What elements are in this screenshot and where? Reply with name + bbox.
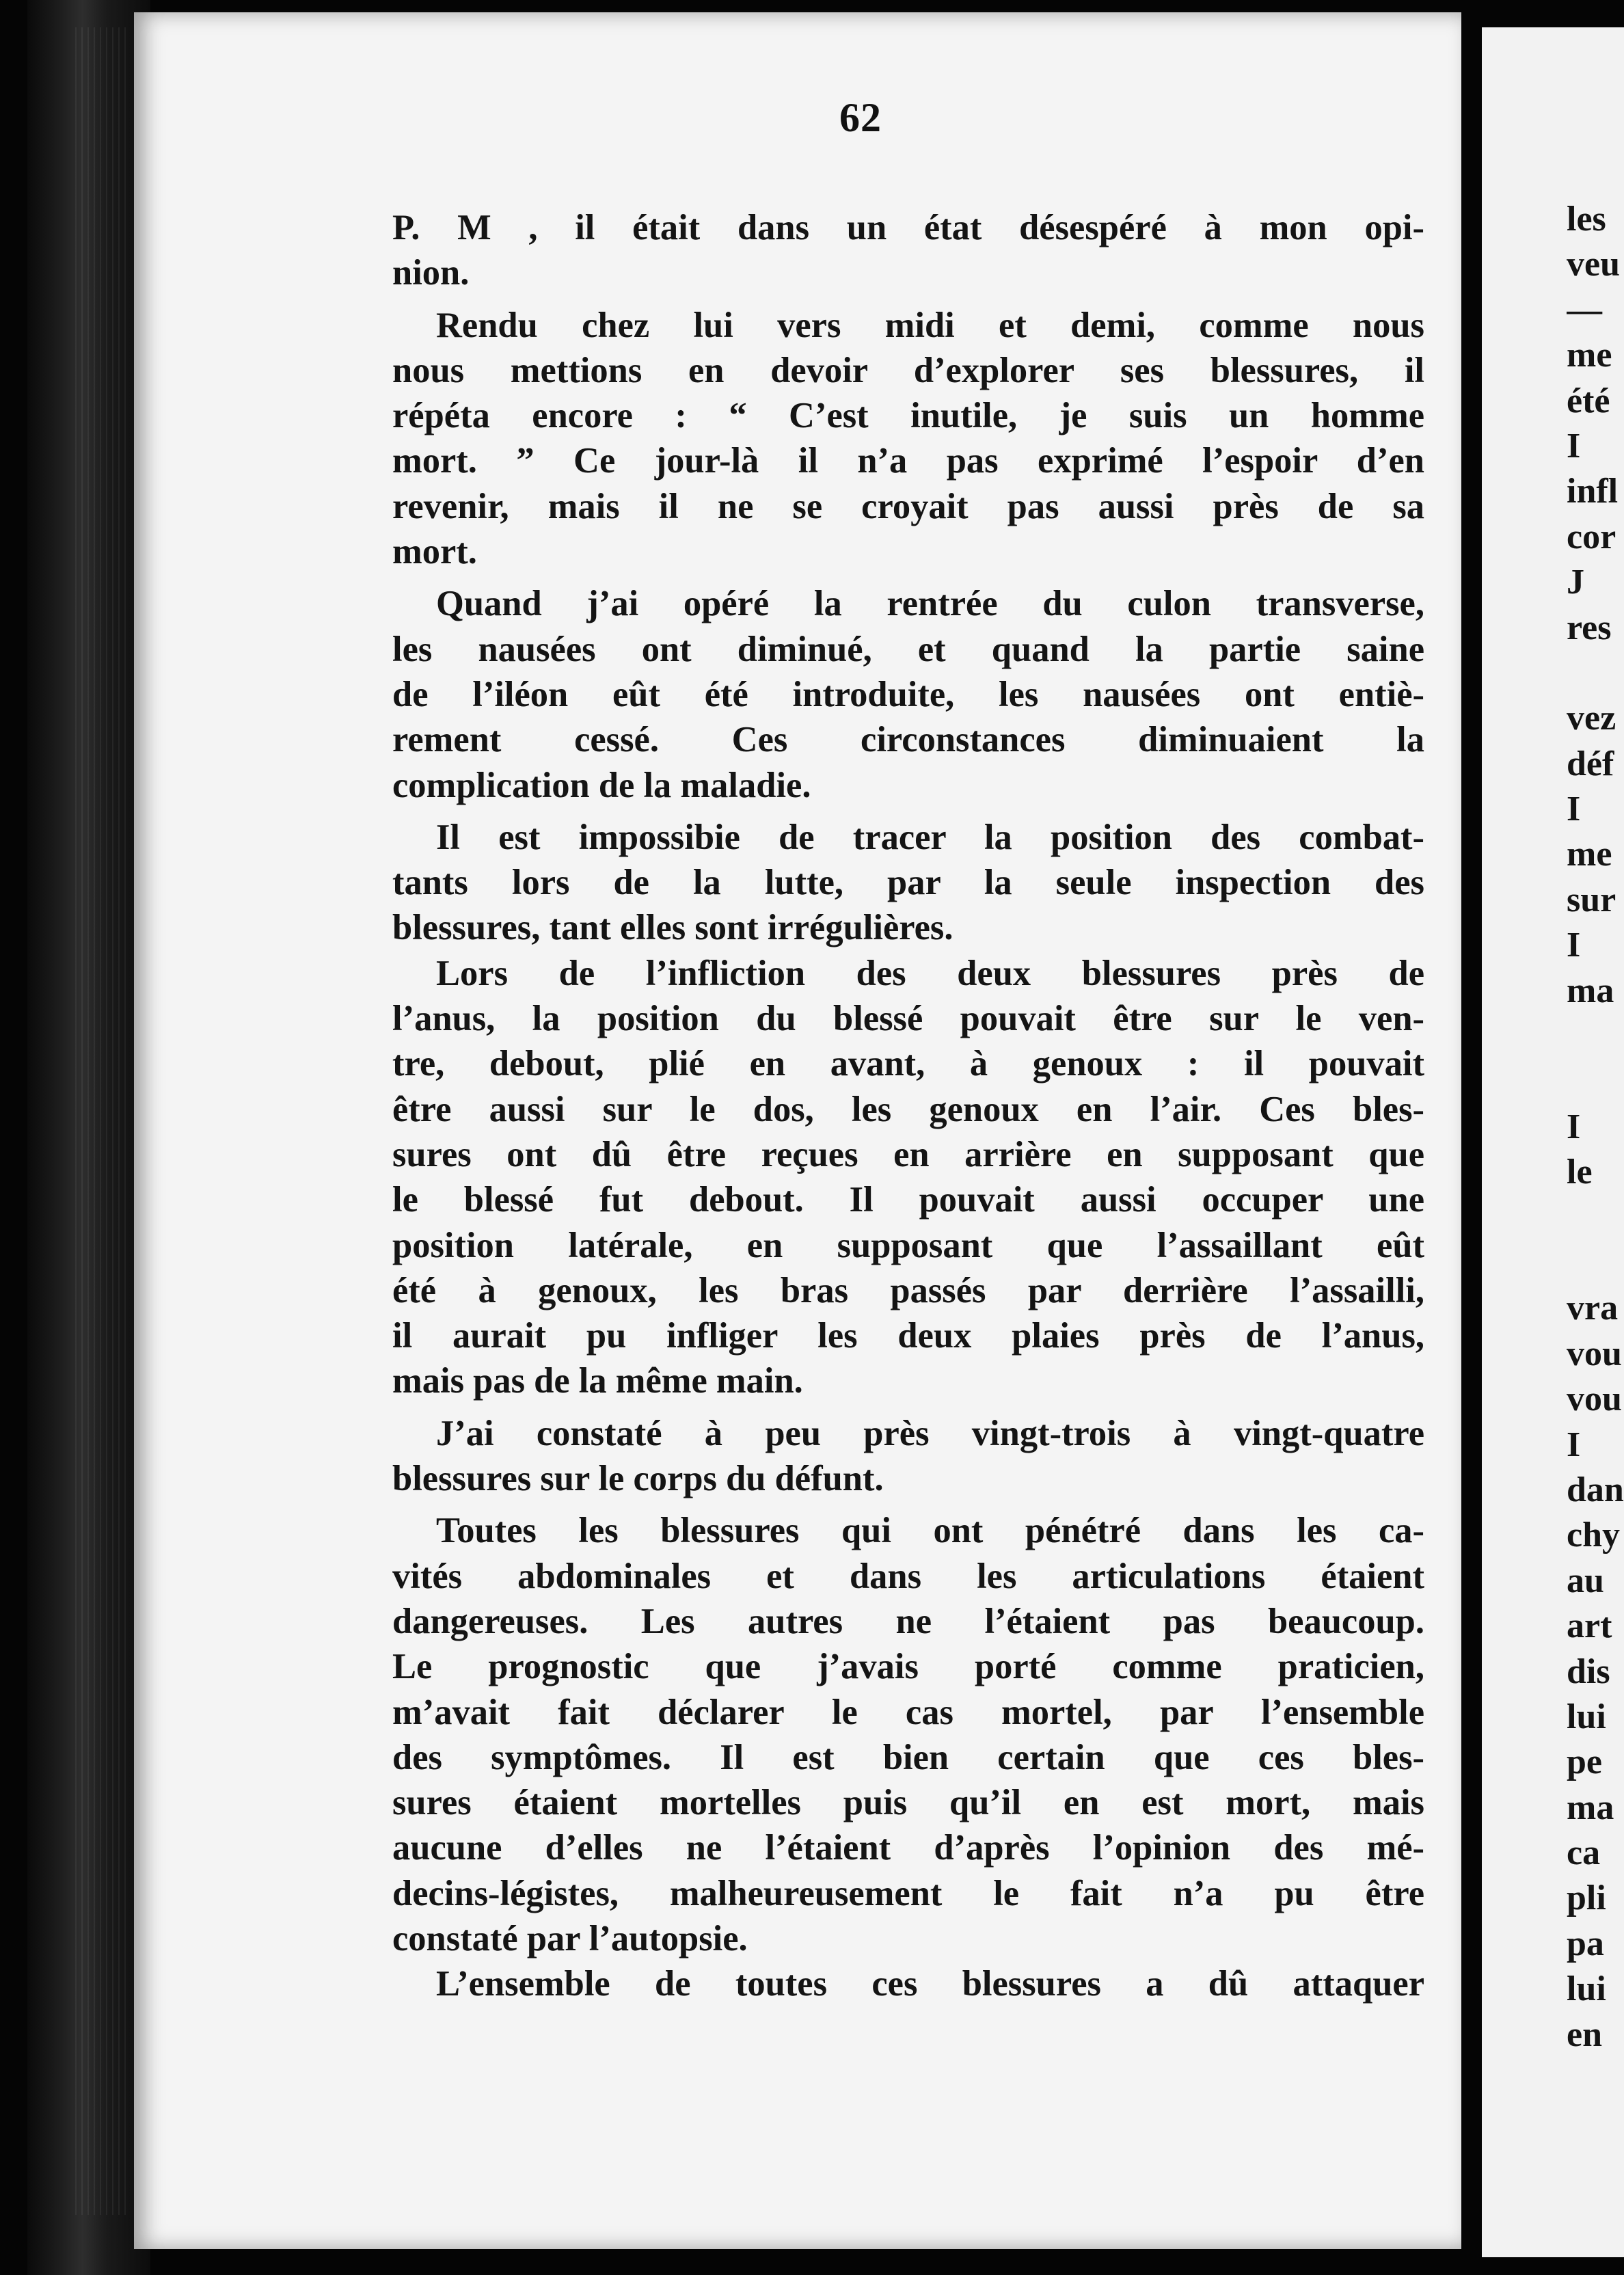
text-fragment: sur [1567, 880, 1616, 919]
text-line: nion. [392, 253, 470, 293]
text-line: mais pas de la même main. [392, 1361, 803, 1401]
text-line: decins-légistes, malheureusement le fait n’a pu être [392, 1873, 1424, 1913]
text-fragment: le [1567, 1153, 1593, 1192]
text-fragment: ma [1567, 1788, 1614, 1827]
text-line: J’ai constaté à peu près vingt-trois à vingt-quatre [436, 1413, 1424, 1453]
text-line: l’anus, la position du blessé pouvait être sur le ven- [392, 999, 1424, 1039]
text-line: le blessé fut debout. Il pouvait aussi occuper une [392, 1180, 1424, 1220]
text-fragment: me [1567, 835, 1612, 874]
text-fragment: me [1567, 336, 1612, 375]
facing-page [1482, 27, 1624, 2257]
text-fragment: vou [1567, 1379, 1622, 1419]
facing-page-text [1567, 197, 1624, 2058]
text-fragment: I [1567, 1107, 1581, 1146]
text-line: rement cessé. Ces circonstances diminuaient la [392, 720, 1424, 760]
text-fragment: vez [1567, 699, 1616, 738]
text-line: il aurait pu infliger les deux plaies près de l’anus, [392, 1316, 1424, 1356]
text-fragment [1567, 651, 1624, 696]
text-line: Il est impossibie de tracer la position des combat- [436, 817, 1424, 857]
text-line: Rendu chez lui vers midi et demi, comme nous [436, 305, 1424, 345]
text-line: sures étaient mortelles puis qu’il en est mort, mais [392, 1783, 1424, 1823]
text-fragment: ma [1567, 971, 1614, 1010]
text-line: aucune d’elles ne l’étaient d’après l’opinion des mé- [392, 1828, 1424, 1868]
text-fragment: I [1567, 1425, 1581, 1464]
text-fragment: lui [1567, 1969, 1606, 2009]
text-fragment: cor [1567, 517, 1616, 556]
text-line: Lors de l’infliction des deux blessures près de [436, 953, 1424, 993]
text-fragment: I [1567, 926, 1581, 965]
text-fragment: été [1567, 381, 1610, 420]
text-fragment: veu [1567, 245, 1620, 284]
text-fragment: res [1567, 608, 1612, 647]
text-fragment [1567, 1014, 1624, 1059]
text-fragment [1567, 1196, 1624, 1241]
text-fragment: les [1567, 200, 1606, 239]
text-fragment: dan [1567, 1470, 1624, 1509]
text-line: blessures, tant elles sont irrégulières. [392, 908, 953, 948]
text-line: blessures sur le corps du défunt. [392, 1459, 884, 1499]
text-line: de l’iléon eût été introduite, les nausées ont entiè- [392, 674, 1424, 714]
text-fragment: dis [1567, 1652, 1610, 1691]
text-line: vités abdominales et dans les articulations étaient [392, 1556, 1424, 1596]
text-fragment: lui [1567, 1697, 1606, 1736]
page-edges [75, 27, 130, 2215]
text-fragment: en [1567, 2015, 1602, 2054]
text-line: sures ont dû être reçues en arrière en supposant que [392, 1134, 1424, 1174]
text-line: être aussi sur le dos, les genoux en l’air. Ces bles- [392, 1089, 1424, 1129]
text-line: été à genoux, les bras passés par derrière l’assailli, [392, 1270, 1424, 1310]
text-fragment [1567, 1241, 1624, 1286]
text-fragment: déf [1567, 744, 1614, 783]
text-fragment: I [1567, 426, 1581, 466]
text-fragment [1567, 1059, 1624, 1104]
text-line: mort. ” Ce jour-là il n’a pas exprimé l’espoir d’en [392, 441, 1424, 481]
text-fragment: pe [1567, 1742, 1602, 1782]
text-line: dangereuses. Les autres ne l’étaient pas beaucoup. [392, 1601, 1424, 1641]
text-line: répéta encore : “ C’est inutile, je suis un homme [392, 396, 1424, 436]
text-fragment: infl [1567, 472, 1619, 511]
text-line: les nausées ont diminué, et quand la partie saine [392, 629, 1424, 669]
text-line: position latérale, en supposant que l’assaillant eût [392, 1225, 1424, 1265]
text-line: constaté par l’autopsie. [392, 1918, 748, 1958]
text-line: Quand j’ai opéré la rentrée du culon transverse, [436, 584, 1424, 624]
text-line: tants lors de la lutte, par la seule inspection des [392, 863, 1424, 903]
text-line: des symptômes. Il est bien certain que ces bles- [392, 1737, 1424, 1777]
text-line: L’ensemble de toutes ces blessures a dû attaquer [436, 1964, 1424, 2004]
text-fragment: vra [1567, 1289, 1619, 1328]
text-line: Toutes les blessures qui ont pénétré dans les ca- [436, 1511, 1424, 1551]
page-body-text [392, 205, 1424, 2007]
text-line: complication de la maladie. [392, 765, 811, 805]
text-fragment: art [1567, 1606, 1612, 1646]
text-fragment: — [1567, 290, 1602, 329]
text-line: revenir, mais il ne se croyait pas aussi près de sa [392, 486, 1424, 526]
text-line: P. M , il était dans un état désespéré à mon opi- [392, 208, 1424, 247]
text-line: m’avait fait déclarer le cas mortel, par l’ensemble [392, 1692, 1424, 1732]
text-fragment: au [1567, 1561, 1604, 1600]
text-fragment: pa [1567, 1924, 1604, 1963]
text-fragment: chy [1567, 1516, 1620, 1555]
text-line: nous mettions en devoir d’explorer ses blessures, il [392, 350, 1424, 390]
text-line: mort. [392, 532, 477, 572]
text-fragment: vou [1567, 1334, 1622, 1373]
text-line: Le prognostic que j’avais porté comme praticien, [392, 1647, 1424, 1687]
text-fragment: ca [1567, 1833, 1601, 1873]
text-line: tre, debout, plié en avant, à genoux : il pouvait [392, 1044, 1424, 1084]
text-fragment: pli [1567, 1879, 1606, 1918]
text-fragment: J [1567, 563, 1584, 602]
page-number: 62 [839, 95, 882, 140]
text-fragment: I [1567, 790, 1581, 829]
